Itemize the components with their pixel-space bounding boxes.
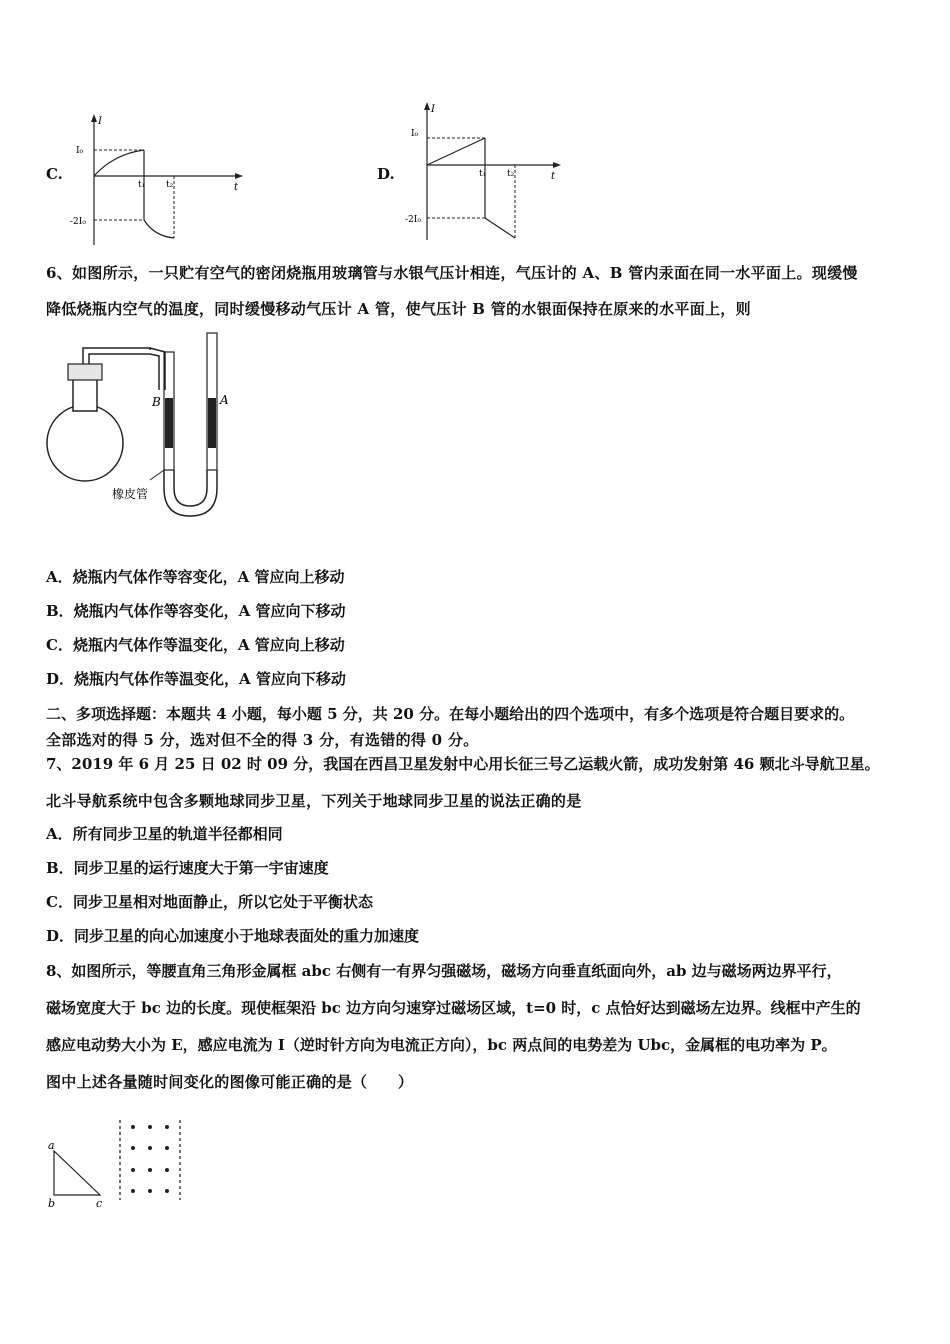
- t2-label: t₂: [507, 169, 515, 179]
- option-c-graph: [40, 110, 240, 250]
- axis-i-label: I: [98, 116, 102, 127]
- neg-label: -2I₀: [405, 215, 421, 225]
- label-b: B: [152, 395, 161, 409]
- q6-option-a: A．烧瓶内气体作等容变化，A 管应向上移动: [46, 568, 345, 586]
- axis-t-label: t: [234, 182, 239, 193]
- section2-heading-line-1: 二、多项选择题：本题共 4 小题，每小题 5 分，共 20 分。在每小题给出的四个选项中，有多个选项是符合题目要求的。: [46, 705, 855, 723]
- axis-t-label: t: [551, 171, 556, 182]
- q6-stem-line-1: 6、如图所示，一只贮有空气的密闭烧瓶用玻璃管与水银气压计相连，气压计的 A、B 管内汞面在同一水平面上。现缓慢: [46, 264, 858, 282]
- t2-label: t₂: [166, 180, 174, 190]
- q8-stem-line-3: 感应电动势大小为 E，感应电流为 I（逆时针方向为电流正方向），bc 两点间的电势差为 Ubc，金属框的电功率为 P。: [46, 1036, 837, 1054]
- option-c-label: C.: [46, 165, 63, 183]
- q7-stem-line-1: 7、2019 年 6 月 25 日 02 时 09 分，我国在西昌卫星发射中心用长征三号乙运载火箭，成功发射第 46 颗北斗导航卫星。: [46, 755, 880, 773]
- current-time-graph-c: [70, 110, 244, 250]
- q6-option-d: D．烧瓶内气体作等温变化，A 管应向下移动: [46, 670, 346, 688]
- t1-label: t₁: [138, 180, 146, 190]
- q7-option-b: B．同步卫星的运行速度大于第一宇宙速度: [46, 859, 329, 877]
- rubber-tube-label: 橡皮管: [112, 487, 149, 501]
- q8-stem-line-2: 磁场宽度大于 bc 边的长度。现使框架沿 bc 边方向匀速穿过磁场区域，t=0 时，c 点恰好达到磁场左边界。线框中产生的: [46, 999, 861, 1017]
- i0-label: I₀: [411, 129, 419, 139]
- q6-stem-line-2: 降低烧瓶内空气的温度，同时缓慢移动气压计 A 管，使气压计 B 管的水银面保持在原来的水平面上，则: [46, 300, 751, 318]
- q8-stem-line-1: 8、如图所示，等腰直角三角形金属框 abc 右侧有一有界匀强磁场，磁场方向垂直纸面向外，ab 边与磁场两边界平行，: [46, 962, 842, 980]
- q7-option-c: C．同步卫星相对地面静止，所以它处于平衡状态: [46, 893, 373, 911]
- neg-label: -2I₀: [70, 217, 86, 227]
- t1-label: t₁: [479, 169, 487, 179]
- q7-option-a: A．所有同步卫星的轨道半径都相同: [46, 825, 283, 843]
- current-time-graph-d: [407, 98, 577, 248]
- section2-heading-line-2: 全部选对的得 5 分，选对但不全的得 3 分，有选错的得 0 分。: [46, 731, 479, 749]
- q8-stem-line-4: 图中上述各量随时间变化的图像可能正确的是（ ）: [46, 1073, 414, 1091]
- q7-stem-line-2: 北斗导航系统中包含多颗地球同步卫星，下列关于地球同步卫星的说法正确的是: [46, 792, 582, 810]
- triangle-magnetic-field-figure: [40, 1115, 200, 1210]
- option-d-graph: [375, 98, 575, 248]
- q7-option-d: D．同步卫星的向心加速度小于地球表面处的重力加速度: [46, 927, 420, 945]
- vertex-b: b: [48, 1197, 56, 1210]
- axis-i-label: I: [431, 104, 435, 115]
- vertex-a: a: [48, 1139, 55, 1152]
- flask-manometer-figure: [40, 328, 240, 528]
- i0-label: I₀: [76, 146, 84, 156]
- q6-option-b: B．烧瓶内气体作等容变化，A 管应向下移动: [46, 602, 346, 620]
- field-dots: [131, 1125, 169, 1193]
- label-a: A: [220, 393, 229, 407]
- option-d-label: D.: [377, 165, 395, 183]
- vertex-c: c: [96, 1197, 103, 1210]
- q6-option-c: C．烧瓶内气体作等温变化，A 管应向上移动: [46, 636, 345, 654]
